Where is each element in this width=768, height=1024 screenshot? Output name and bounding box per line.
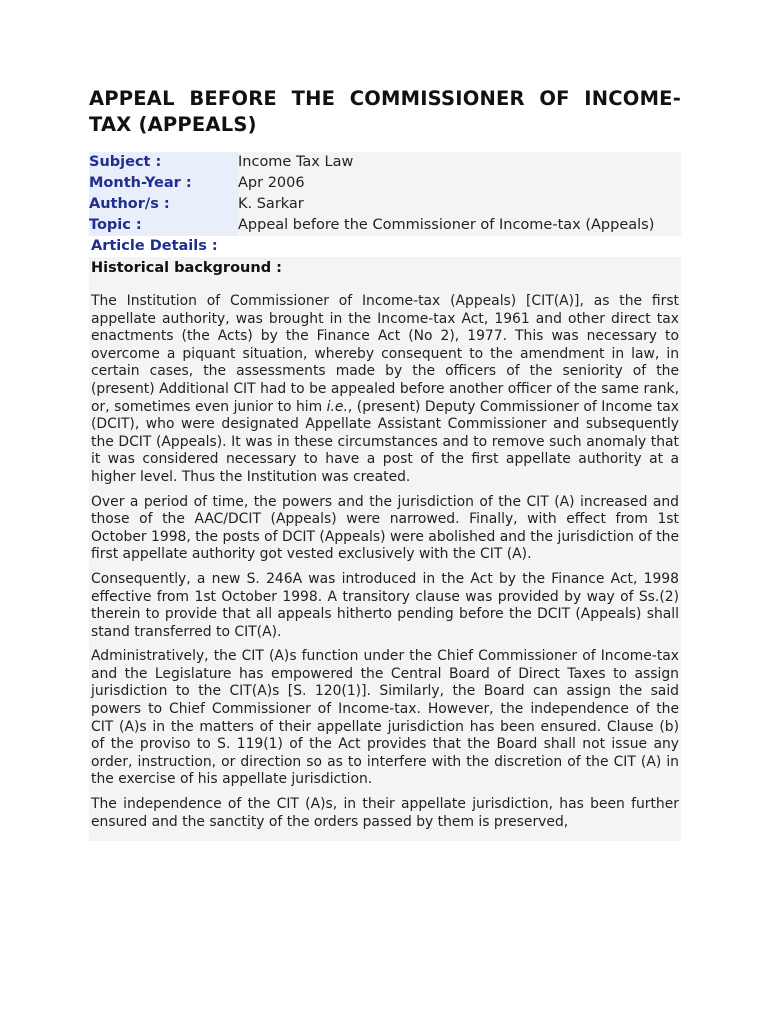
section-heading: Historical background : [91,260,282,276]
meta-value-subject: Income Tax Law [238,152,681,173]
paragraph-1-emphasis: i.e. [326,398,348,415]
meta-label-month-year: Month-Year : [89,173,238,194]
meta-value-month-year: Apr 2006 [238,173,681,194]
article-body [89,257,681,841]
article-details-label: Article Details : [89,236,681,257]
article-title: APPEAL BEFORE THE COMMISSIONER OF INCOME-TAX (APPEALS) [89,87,681,136]
meta-row-month-year [89,173,681,194]
paragraph-1 [91,293,679,487]
meta-label-authors: Author/s : [89,194,238,215]
document-page [89,86,681,841]
paragraph-4: Administratively, the CIT (A)s function under the Chief Commissioner of Income-tax and the Legislature has empowered the Central Board of Direct Taxes to assign jurisdiction to the CIT(A)s [S. 120(1)]. Similarly, the Board can assign the said powers to Chief Commissioner of Income-tax. However, the independence of the CIT (A)s in the matters of their appellate jurisdiction has been ensured. Clause (b) of the proviso to S. 119(1) of the Act provides that the Board shall not issue any order, instruction, or direction so as to interfere with the discretion of the CIT (A) in the exercise of his appellate jurisdiction. [91,648,679,788]
meta-label-topic: Topic : [89,215,238,236]
article-meta-table [89,152,681,236]
paragraph-2: Over a period of time, the powers and the jurisdiction of the CIT (A) increased and those of the AAC/DCIT (Appeals) were narrowed. Finally, with effect from 1st October 1998, the posts of DCIT (Appeals) were abolished and the jurisdiction of the first appellate authority got vested exclusively with the CIT (A). [91,493,679,563]
meta-row-authors [89,194,681,215]
paragraph-5: The independence of the CIT (A)s, in their appellate jurisdiction, has been further ensured and the sanctity of the orders passed by them is preserved, [91,796,679,830]
paragraph-1-text-b: , (present) Deputy Commissioner of Income tax (DCIT), who were designated Appellate Assistant Commissioner and subsequently the DCIT (Appeals). It was in these circumstances and to remove such anomaly that it was considered necessary to have a post of the first appellate authority at a higher level. Thus the Institution was created. [91,398,679,485]
meta-row-subject [89,152,681,173]
paragraph-1-text-a: The Institution of Commissioner of Income-tax (Appeals) [CIT(A)], as the first appellate authority, was brought in the Income-tax Act, 1961 and other direct tax enactments (the Acts) by the Finance Act (No 2), 1977. This was necessary to overcome a piquant situation, whereby consequent to the amendment in law, in certain cases, the assessments made by the officers of the seniority of the (present) Additional CIT had to be appealed before another officer of the same rank, or, sometimes even junior to him [91,293,679,415]
meta-value-authors: K. Sarkar [238,194,681,215]
meta-value-topic: Appeal before the Commissioner of Income-tax (Appeals) [238,215,681,236]
paragraph-3: Consequently, a new S. 246A was introduced in the Act by the Finance Act, 1998 effective from 1st October 1998. A transitory clause was provided by way of Ss.(2) therein to provide that all appeals hitherto pending before the DCIT (Appeals) shall stand transferred to CIT(A). [91,570,679,640]
meta-label-subject: Subject : [89,152,238,173]
meta-row-topic [89,215,681,236]
